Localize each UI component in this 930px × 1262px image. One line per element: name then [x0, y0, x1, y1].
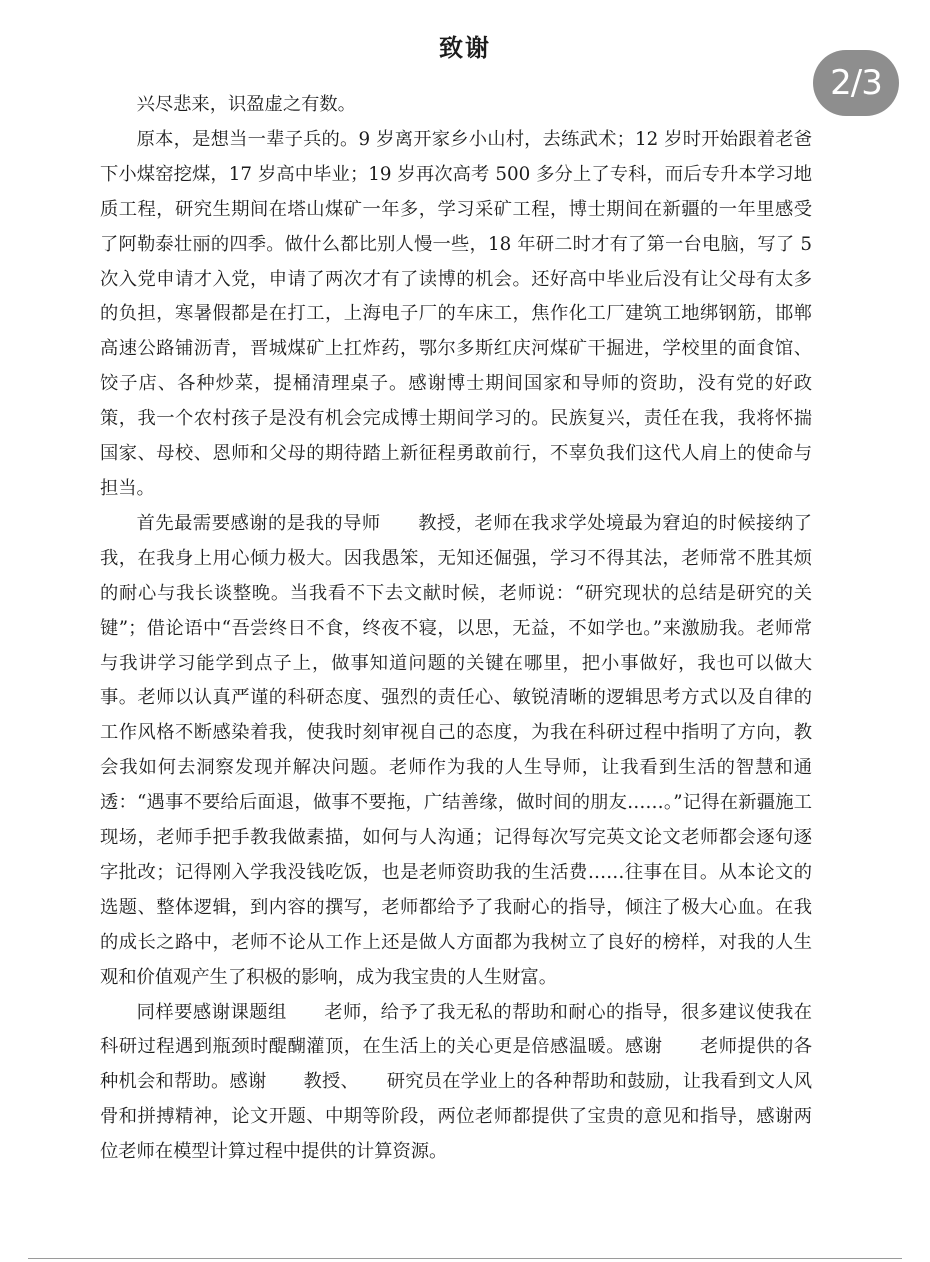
page-indicator-badge: 2/3: [813, 50, 899, 116]
acknowledgement-body: [100, 88, 812, 1170]
paragraph-research-group-thanks: 同样要感谢课题组 老师，给予了我无私的帮助和耐心的指导，很多建议使我在科研过程遇到瓶颈时醍醐灌顶，在生活上的关心更是倍感温暖。感谢 老师提供的各种机会和帮助。感谢 教授、 研究员在学业上的各种帮助和鼓励，让我看到文人风骨和拼搏精神，论文开题、中期等阶段，两位老师都提供了宝贵的意见和指导，感谢两位老师在模型计算过程中提供的计算资源。: [100, 1001, 812, 1163]
paragraph-opening: 兴尽悲来，识盈虚之有数。: [136, 94, 356, 115]
page-bottom-divider: [28, 1258, 902, 1259]
paragraph-advisor-thanks: 首先最需要感谢的是我的导师 教授，老师在我求学处境最为窘迫的时候接纳了我，在我身上用心倾力极大。因我愚笨，无知还倔强，学习不得其法，老师常不胜其烦的耐心与我长谈整晚。当我看不下去文献时候，老师说：“研究现状的总结是研究的关键”；借论语中“吾尝终日不食，终夜不寝，以思，无益，不如学也。”来激励我。老师常与我讲学习能学到点子上，做事知道问题的关键在哪里，把小事做好，我也可以做大事。老师以认真严谨的科研态度、强烈的责任心、敏锐清晰的逻辑思考方式以及自律的工作风格不断感染着我，使我时刻审视自己的态度，为我在科研过程中指明了方向，教会我如何去洞察发现并解决问题。老师作为我的人生导师，让我看到生活的智慧和通透：“遇事不要给后面退，做事不要拖，广结善缘，做时间的朋友……。”记得在新疆施工现场，老师手把手教我做素描，如何与人沟通；记得每次写完英文论文老师都会逐句逐字批改；记得刚入学我没钱吃饭，也是老师资助我的生活费……往事在目。从本论文的选题、整体逻辑，到内容的撰写，老师都给予了我耐心的指导，倾注了极大心血。在我的成长之路中，老师不论从工作上还是做人方面都为我树立了良好的榜样，对我的人生观和价值观产生了积极的影响，成为我宝贵的人生财富。: [100, 512, 812, 988]
page-title: 致谢: [439, 34, 491, 62]
paragraph-personal-history: 原本，是想当一辈子兵的。9 岁离开家乡小山村，去练武术；12 岁时开始跟着老爸下小煤窑挖煤，17 岁高中毕业；19 岁再次高考 500 多分上了专科，而后专升本学习地质工程，研究生期间在塔山煤矿一年多，学习采矿工程，博士期间在新疆的一年里感受了阿勒泰壮丽的四季。做什么都比别人慢一些，18 年研二时才有了第一台电脑，写了 5 次入党申请才入党，申请了两次才有了读博的机会。还好高中毕业后没有让父母有太多的负担，寒暑假都是在打工，上海电子厂的车床工，焦作化工厂建筑工地绑钢筋，邯郸高速公路铺沥青，晋城煤矿上扛炸药，鄂尔多斯红庆河煤矿干掘进，学校里的面食馆、饺子店、各种炒菜，提桶清理桌子。感谢博士期间国家和导师的资助，没有党的好政策，我一个农村孩子是没有机会完成博士期间学习的。民族复兴，责任在我，我将怀揣国家、母校、恩师和父母的期待踏上新征程勇敢前行，不辜负我们这代人肩上的使命与担当。: [100, 128, 812, 499]
